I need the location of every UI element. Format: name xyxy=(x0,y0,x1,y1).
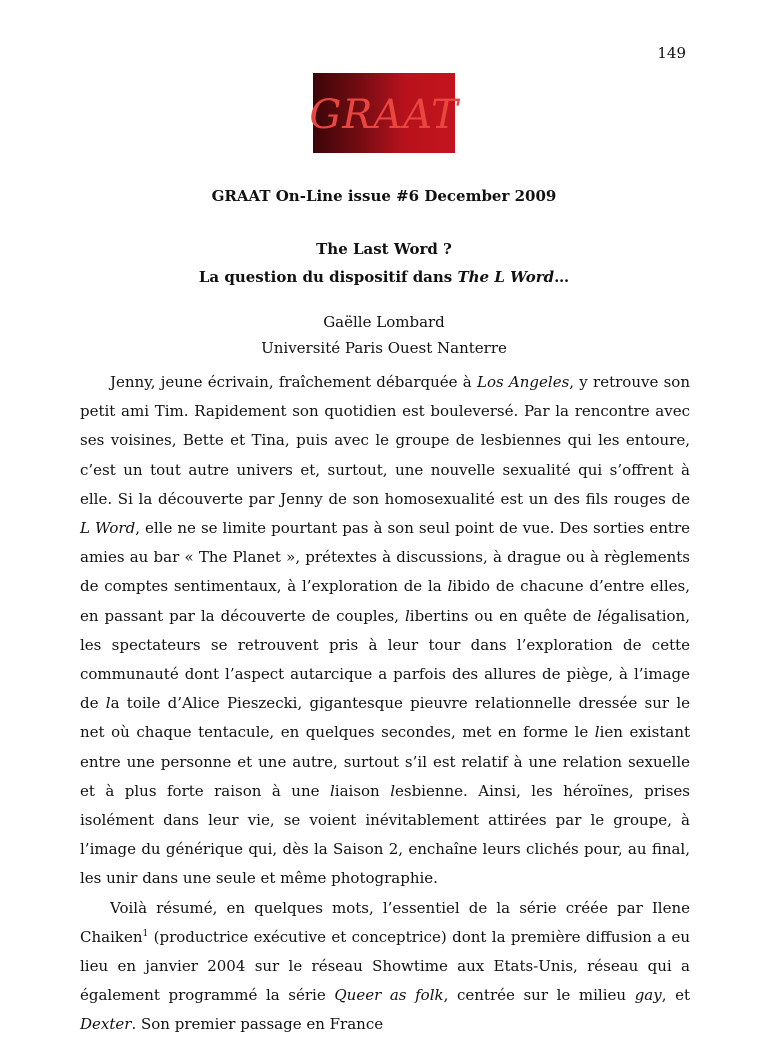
text-run: Jenny, jeune écrivain, fraîchement débarquée à xyxy=(110,373,477,391)
article-body xyxy=(80,368,690,1040)
text-run: . Son premier passage en France xyxy=(131,1015,384,1034)
text-run: , centrée sur le milieu xyxy=(443,986,635,1005)
italic-run: l xyxy=(597,606,603,625)
paragraph-1 xyxy=(80,368,690,894)
graat-logo xyxy=(309,73,459,153)
italic-run: l xyxy=(404,606,410,625)
subtitle-series-name: The L Word xyxy=(457,268,555,286)
article-subtitle xyxy=(0,268,768,286)
author-affiliation: Université Paris Ouest Nanterre xyxy=(261,339,507,357)
italic-run: Los Angeles xyxy=(476,373,570,391)
text-run: , et xyxy=(661,986,691,1005)
article-title: The Last Word ? xyxy=(316,240,452,258)
italic-run: gay xyxy=(634,986,662,1005)
page-number: 149 xyxy=(657,44,686,62)
italic-run: Dexter xyxy=(80,1015,132,1034)
text-run: Voilà résumé, en quelques mots, l’essentiel de la série créée par Ilene Chaiken xyxy=(80,898,690,946)
italic-run: l xyxy=(390,781,395,800)
text-run: (productrice exécutive et conceptrice) dont la première diffusion a eu lieu en janvier 2004 sur le réseau Showtime aux Etats-Unis, réseau qui a également programmé la série xyxy=(80,927,690,1005)
subtitle-ellipsis: … xyxy=(554,268,570,286)
text-run: , elle ne se limite pourtant pas à son seul point de vue. Des sorties entre amies au bar « The Planet », prétextes à discussions, à drague ou à règlements de comptes sentimentaux, à l’exploration de la xyxy=(80,519,690,596)
italic-run: l xyxy=(594,723,600,742)
logo-text: GRAAT xyxy=(309,92,459,138)
footnote-marker[interactable]: 1 xyxy=(142,928,149,939)
text-run: esbienne. Ainsi, les héroïnes, prises isolément dans leur vie, se voient inévitablement attirées par le groupe, à l’image du générique qui, dès la Saison 2, enchaîne leurs clichés pour, au final, les unir dans une seule et même photographie. xyxy=(80,781,690,888)
text-run: ibertins ou en quête de xyxy=(409,606,598,625)
italic-run: Queer as folk xyxy=(334,986,444,1005)
text-run: ibido de chacune d’entre elles, en passant par la découverte de couples, xyxy=(80,577,690,625)
issue-line: GRAAT On-Line issue #6 December 2009 xyxy=(211,187,557,205)
author-name: Gaëlle Lombard xyxy=(323,313,445,331)
italic-run: l xyxy=(329,781,335,800)
text-run: ien existant entre une personne et une autre, surtout s’il est relatif à une relation sexuelle et à plus forte raison à une xyxy=(80,723,691,800)
text-run: égalisation, les spectateurs se retrouvent pris à leur tour dans l’exploration de cette communauté dont l’aspect autarcique a parfois des allures de piège, à l’image de xyxy=(80,606,690,713)
text-run: iaison xyxy=(334,781,391,800)
text-run: a toile d’Alice Pieszecki, gigantesque pieuvre relationnelle dressée sur le net où chaque tentacule, en quelques secondes, met en forme le xyxy=(80,694,691,742)
subtitle-text: La question du dispositif dans xyxy=(198,268,458,286)
text-run: , y retrouve son petit ami Tim. Rapidement son quotidien est bouleversé. Par la rencontre avec ses voisines, Bette et Tina, puis avec le groupe de lesbiennes qui les entoure, c’est un tout autre univers et, surtout, une nouvelle sexualité qui s’offrent à elle. Si la découverte par Jenny de son homosexualité est un des fils rouges de xyxy=(80,373,690,508)
italic-run: L Word xyxy=(80,519,136,538)
paragraph-2 xyxy=(80,894,690,1040)
italic-run: l xyxy=(105,694,111,713)
italic-run: l xyxy=(447,577,453,596)
